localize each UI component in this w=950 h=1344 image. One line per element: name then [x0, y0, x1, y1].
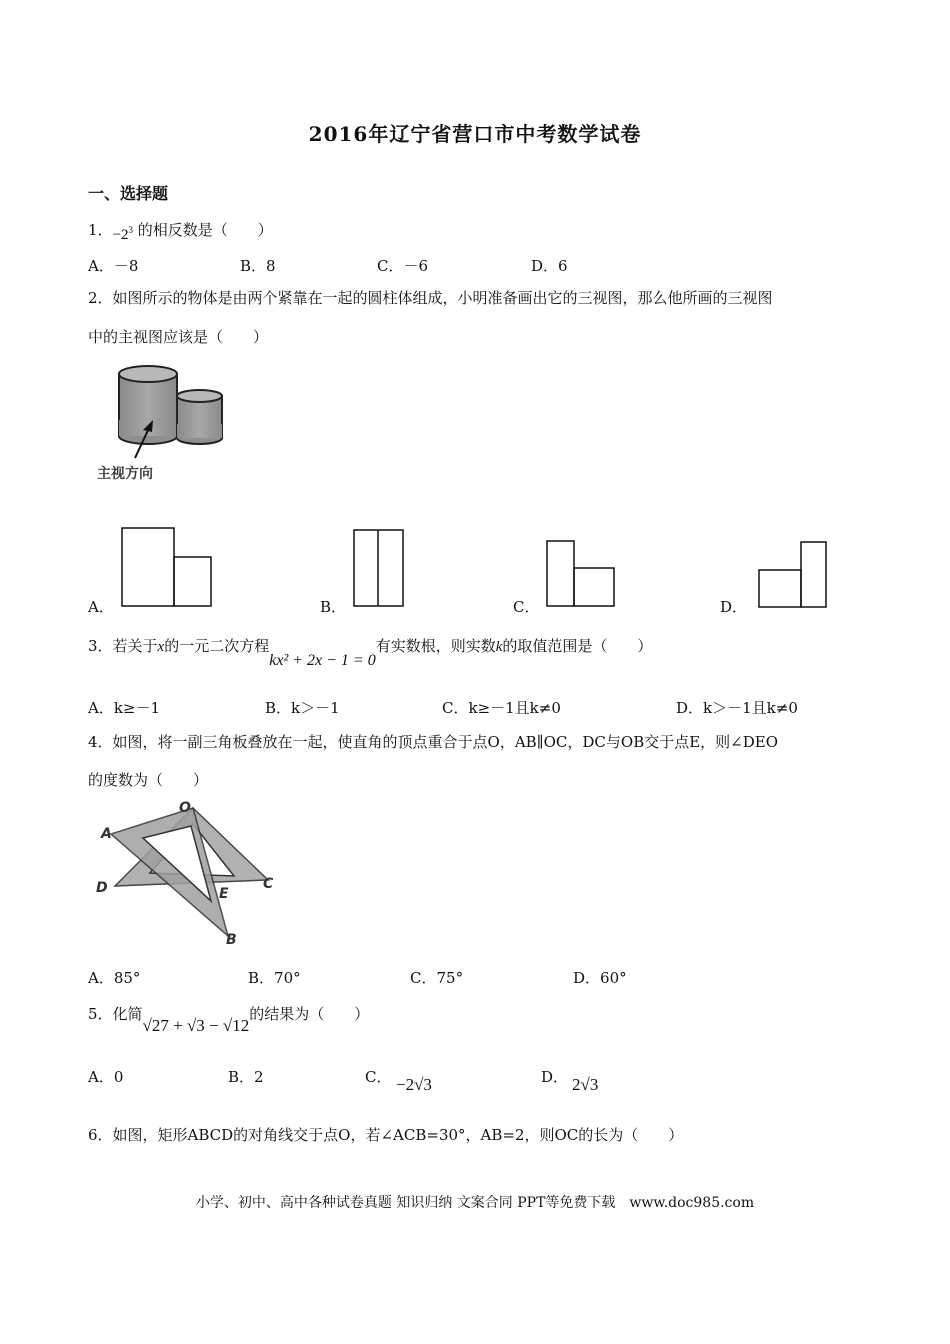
q4-option-d: D．60°: [573, 969, 627, 987]
view-direction-label: 主视方向: [97, 466, 153, 482]
q2-option-d-label: D．: [720, 598, 748, 616]
point-label-o: O: [179, 800, 191, 816]
q1-option-c: C．－6: [377, 257, 429, 275]
triangles-figure: [93, 796, 288, 951]
question-number: 1．: [88, 221, 113, 239]
q5-text-suffix: 的结果为（ ）: [249, 1005, 370, 1023]
q1-expression: [113, 227, 133, 243]
q2-option-c-figure: [543, 538, 619, 610]
question-6: 6．如图，矩形ABCD的对角线交于点O，若∠ACB=30°，AB=2，则OC的长为（ ）: [88, 1126, 684, 1144]
point-label-a: A: [101, 826, 112, 842]
q5-text-prefix: 5．化简: [88, 1005, 143, 1023]
q5-expression: √27 + √3 − √12: [142, 1016, 250, 1035]
cylinders-figure: [95, 358, 235, 488]
question-4-line1: 4．如图，将一副三角板叠放在一起，使直角的顶点重合于点O，AB∥OC，DC与OB交于点E，则∠DEO: [88, 733, 779, 751]
q4-option-a: A．85°: [88, 969, 141, 987]
q5-option-b: B．2: [228, 1068, 264, 1086]
q2-option-d-figure: [755, 539, 833, 611]
section-heading: 一、选择题: [88, 184, 169, 203]
q2-option-a-label: A．: [88, 598, 114, 616]
q3-option-b: B．k＞－1: [265, 699, 340, 717]
q5-option-a: A．0: [88, 1068, 124, 1086]
q5-option-d-expression: 2√3: [572, 1075, 599, 1094]
q2-option-b-label: B．: [320, 598, 347, 616]
q3-option-a: A．k≥－1: [88, 699, 161, 717]
q3-text-prefix: 3．若关于: [88, 637, 158, 655]
q3-option-d: D．k＞－1且k≠0: [676, 699, 798, 717]
q3-variable-x: x: [157, 639, 165, 655]
q4-option-b: B．70°: [248, 969, 301, 987]
q1-expression-exponent: 3: [128, 225, 134, 235]
q3-text-suffix2: 的取值范围是（ ）: [502, 637, 653, 655]
page-footer: 小学、初中、高中各种试卷真题 知识归纳 文案合同 PPT等免费下载 www.doc985.com: [195, 1195, 755, 1211]
q2-option-b-figure: [350, 527, 408, 609]
document-title: 2016年辽宁省营口市中考数学试卷: [308, 122, 642, 146]
q3-text-mid: 的一元二次方程: [164, 637, 270, 655]
q3-option-c: C．k≥－1且k≠0: [442, 699, 561, 717]
q1-expression-base: −2: [112, 227, 129, 243]
question-3: [88, 636, 653, 669]
question-text: 的相反数是（ ）: [137, 221, 273, 239]
q1-option-d: D．6: [531, 257, 568, 275]
q5-option-c-expression: −2√3: [396, 1075, 432, 1094]
point-label-e: E: [219, 886, 229, 902]
question-4-line2: 的度数为（ ）: [88, 771, 209, 789]
q3-equation: kx² + 2x − 1 = 0: [269, 652, 376, 669]
q2-option-a-figure: [118, 525, 216, 609]
q5-option-c-label: C．: [365, 1068, 392, 1086]
q1-option-a: A．－8: [88, 257, 139, 275]
q3-variable-k: k: [495, 639, 503, 655]
question-5: [88, 1004, 370, 1035]
q3-text-suffix1: 有实数根，则实数: [375, 637, 496, 655]
point-label-b: B: [226, 932, 237, 948]
q1-option-b: B．8: [240, 257, 276, 275]
question-2-line1: 2．如图所示的物体是由两个紧靠在一起的圆柱体组成，小明准备画出它的三视图，那么他所画的三视图: [88, 289, 773, 307]
q4-option-c: C．75°: [410, 969, 464, 987]
q5-option-d-label: D．: [541, 1068, 569, 1086]
question-2-line2: 中的主视图应该是（ ）: [88, 328, 269, 346]
q2-option-c-label: C．: [513, 598, 540, 616]
point-label-d: D: [96, 880, 108, 896]
point-label-c: C: [263, 876, 274, 892]
question-1: [88, 216, 273, 241]
